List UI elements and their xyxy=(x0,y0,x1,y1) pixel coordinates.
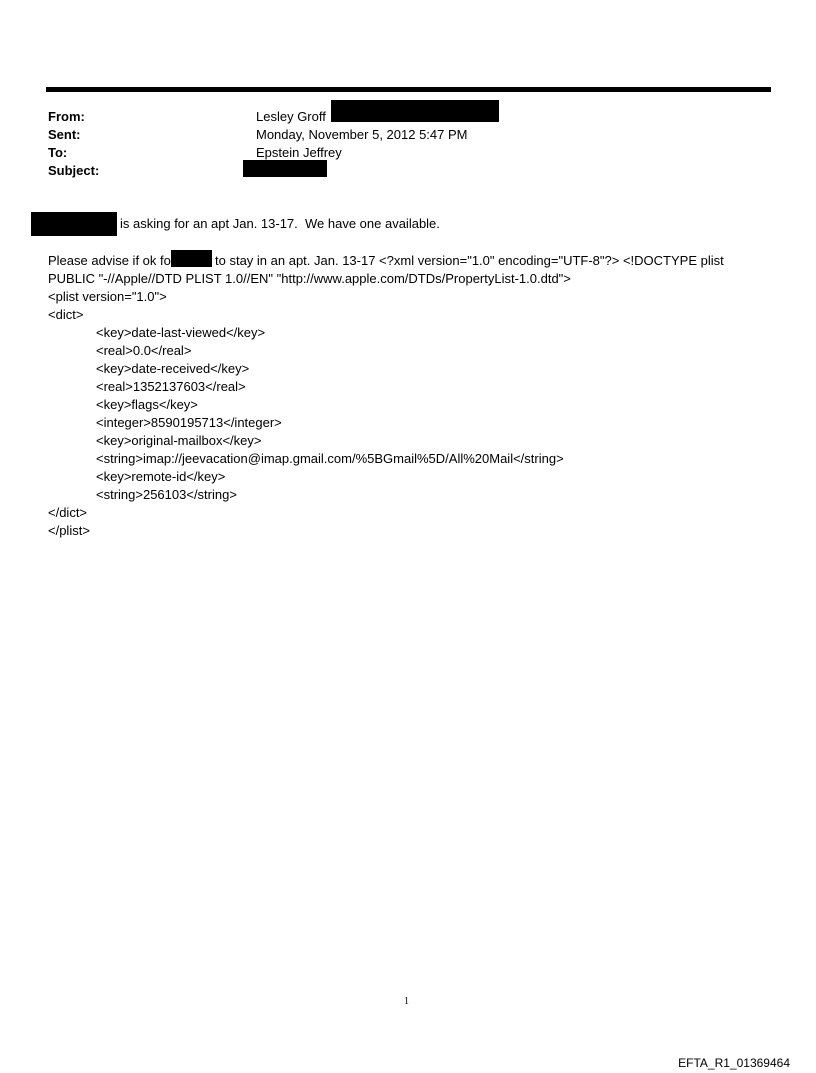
redaction-subject xyxy=(243,160,327,177)
page-number: 1 xyxy=(404,996,409,1007)
plist-close: </plist> xyxy=(48,523,90,538)
plist-entry: <key>remote-id</key> xyxy=(96,469,226,484)
plist-entry: <key>date-last-viewed</key> xyxy=(96,325,266,340)
plist-entry: <real>1352137603</real> xyxy=(96,379,246,394)
plist-entry: <key>original-mailbox</key> xyxy=(96,433,262,448)
plist-entry: <key>date-received</key> xyxy=(96,361,250,376)
plist-entry: <string>256103</string> xyxy=(96,487,237,502)
header-rule xyxy=(46,87,771,92)
sent-value: Monday, November 5, 2012 5:47 PM xyxy=(256,127,468,142)
to-label: To: xyxy=(48,145,68,160)
sent-label: Sent: xyxy=(48,127,81,142)
from-label: From: xyxy=(48,109,85,124)
plist-entry: <real>0.0</real> xyxy=(96,343,192,358)
plist-entry: <string>imap://jeevacation@imap.gmail.com/%5BGmail%5D/All%20Mail</string> xyxy=(96,451,564,466)
body-line-2b: to stay in an apt. Jan. 13-17 <?xml version="1.0" encoding="UTF-8"?> <!DOCTYPE plist xyxy=(215,253,724,268)
redaction-inline-name xyxy=(171,250,212,267)
plist-entry: <integer>8590195713</integer> xyxy=(96,415,282,430)
from-value: Lesley Groff xyxy=(256,109,326,124)
body-line-1: is asking for an apt Jan. 13-17. We have one available. xyxy=(120,216,440,231)
redaction-from-email xyxy=(331,100,499,122)
redaction-name xyxy=(31,212,117,236)
dict-open: <dict> xyxy=(48,307,84,322)
plist-open: <plist version="1.0"> xyxy=(48,289,167,304)
plist-entry: <key>flags</key> xyxy=(96,397,198,412)
body-line-2a: Please advise if ok fo xyxy=(48,253,171,268)
subject-label: Subject: xyxy=(48,163,100,178)
body-line-3: PUBLIC "-//Apple//DTD PLIST 1.0//EN" "http://www.apple.com/DTDs/PropertyList-1.0.dtd"> xyxy=(48,271,571,286)
to-value: Epstein Jeffrey xyxy=(256,145,342,160)
document-id: EFTA_R1_01369464 xyxy=(678,1056,790,1070)
dict-close: </dict> xyxy=(48,505,88,520)
